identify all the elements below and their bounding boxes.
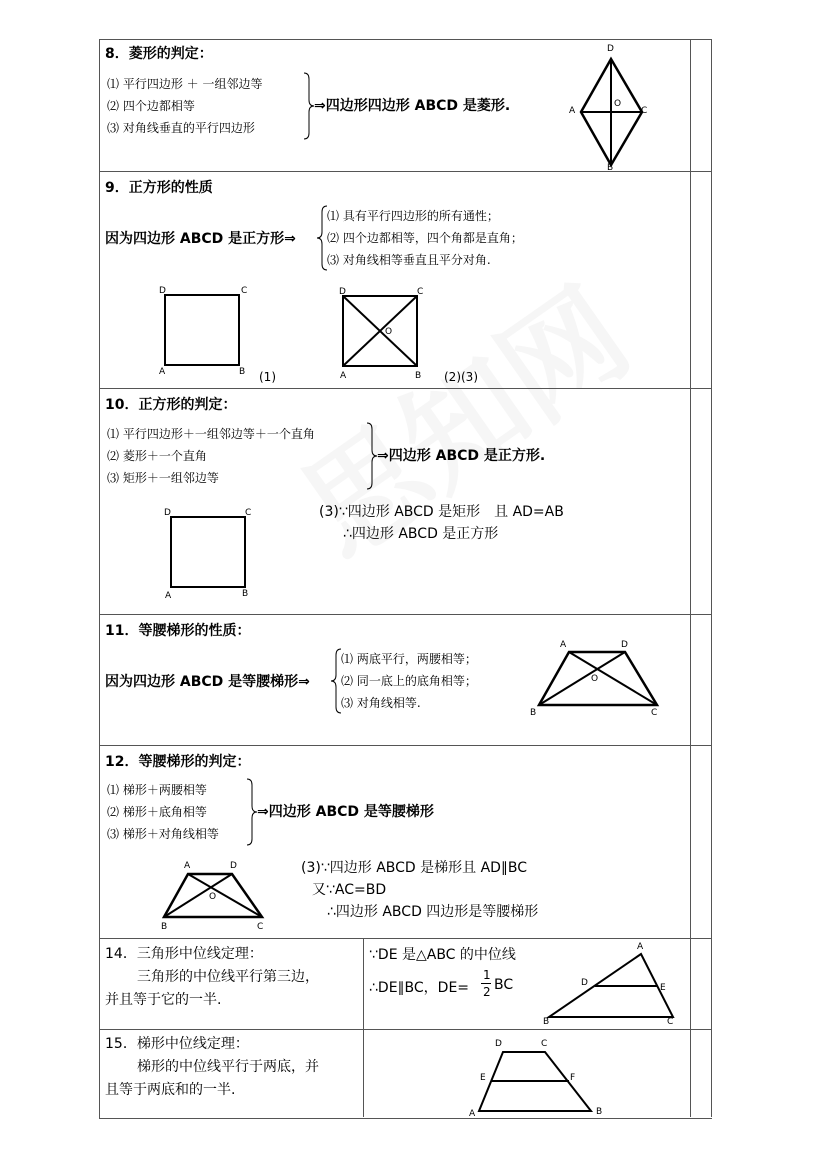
s8-label-o: O <box>614 99 622 109</box>
s9-item-3: ⑶ 对角线相等垂直且平分对角. <box>327 253 491 267</box>
s9-item-2: ⑵ 四个边都相等，四个角都是直角； <box>327 231 523 245</box>
s14-proof-1: ∵DE 是△ABC 的中位线 <box>369 947 516 963</box>
divider <box>99 1029 712 1030</box>
triangle-midline-figure <box>547 951 677 1021</box>
s10-brace <box>367 423 377 489</box>
s9-f2-label-d: D <box>339 287 346 297</box>
s11-title: 11．等腰梯形的性质： <box>105 623 251 639</box>
s8-label-c: C <box>641 106 648 116</box>
s10-label-b: B <box>242 589 249 599</box>
s8-label-d: D <box>607 44 614 54</box>
s9-f1-label-a: A <box>159 367 166 377</box>
s14-label-a: A <box>637 942 644 952</box>
s10-proof-1: (3)∵四边形 ABCD 是矩形 且 AD=AB <box>319 504 564 520</box>
s11-label-b: B <box>530 708 537 718</box>
s9-brace <box>317 206 327 270</box>
s9-f2-label-a: A <box>340 371 347 381</box>
s9-title: 9．正方形的性质 <box>105 180 213 196</box>
s8-item-1: ⑴ 平行四边形 ＋ 一组邻边等 <box>107 77 263 91</box>
s11-item-2: ⑵ 同一底上的底角相等； <box>341 674 477 688</box>
fraction-bar <box>481 983 491 984</box>
s15-body-1: 梯形的中位线平行于两底，并 <box>137 1059 319 1075</box>
trapezoid-midline-figure <box>477 1049 607 1113</box>
divider <box>99 614 712 615</box>
s11-item-1: ⑴ 两底平行，两腰相等； <box>341 652 477 666</box>
s8-brace <box>304 73 314 139</box>
s12-label-o: O <box>209 892 217 902</box>
s9-f2-label-c: C <box>417 287 424 297</box>
s10-item-3: ⑶ 矩形＋一组邻边等 <box>107 471 219 485</box>
s12-conclusion: ⇒四边形 ABCD 是等腰梯形 <box>257 804 434 820</box>
s8-item-3: ⑶ 对角线垂直的平行四边形 <box>107 121 255 135</box>
s11-label-a: A <box>560 640 567 650</box>
s12-brace <box>247 779 257 845</box>
s12-proof-1: (3)∵四边形 ABCD 是梯形且 AD∥BC <box>301 860 528 876</box>
s10-label-d: D <box>164 508 171 518</box>
s9-item-1: ⑴ 具有平行四边形的所有通性； <box>327 209 499 223</box>
s15-title: 15．梯形中位线定理： <box>105 1036 249 1052</box>
s14-proof-2b: BC <box>494 977 514 993</box>
s12-label-d: D <box>230 861 237 871</box>
column-separator <box>363 938 364 1117</box>
s9-premise: 因为四边形 ABCD 是正方形⇒ <box>105 231 296 247</box>
s8-label-b: B <box>607 163 614 173</box>
s9-f1-label-d: D <box>159 286 166 296</box>
divider <box>99 388 712 389</box>
s10-conclusion: ⇒四边形 ABCD 是正方形. <box>377 448 546 464</box>
s15-label-d: D <box>495 1039 502 1049</box>
s14-label-e: E <box>660 983 666 993</box>
s10-label-a: A <box>165 591 172 601</box>
s14-proof-2a: ∴DE∥BC，DE= <box>369 980 470 996</box>
s14-label-b: B <box>543 1017 550 1027</box>
s11-brace <box>331 649 341 713</box>
s11-label-d: D <box>621 640 628 650</box>
divider <box>99 171 712 172</box>
s15-body-2: 且等于两底和的一半. <box>105 1082 236 1098</box>
s12-label-a: A <box>184 861 191 871</box>
s9-f2-caption: (2)(3) <box>444 370 478 384</box>
s11-label-o: O <box>591 674 599 684</box>
divider <box>99 938 712 939</box>
s11-item-3: ⑶ 对角线相等. <box>341 696 421 710</box>
s9-f2-label-b: B <box>415 371 422 381</box>
s8-conclusion: ⇒四边形四边形 ABCD 是菱形. <box>314 98 511 114</box>
square-figure-2 <box>339 294 419 370</box>
s14-frac-num: 1 <box>483 968 491 982</box>
s10-item-2: ⑵ 菱形＋一个直角 <box>107 449 207 463</box>
s12-item-1: ⑴ 梯形＋两腰相等 <box>107 783 207 797</box>
s15-label-a: A <box>469 1109 476 1119</box>
s14-body-2: 并且等于它的一半. <box>105 992 222 1008</box>
s10-proof-2: ∴四边形 ABCD 是正方形 <box>343 526 499 542</box>
s10-label-c: C <box>245 508 252 518</box>
s12-label-b: B <box>161 922 168 932</box>
square-figure-1 <box>159 289 239 369</box>
s9-f1-caption: (1) <box>259 370 276 384</box>
s14-label-c: C <box>667 1017 674 1027</box>
s15-label-e: E <box>480 1073 486 1083</box>
s15-label-b: B <box>596 1107 603 1117</box>
divider <box>99 745 712 746</box>
s11-label-c: C <box>651 708 658 718</box>
s9-f1-label-b: B <box>239 367 246 377</box>
s14-body-1: 三角形的中位线平行第三边， <box>137 969 319 985</box>
square-figure-3 <box>167 515 247 591</box>
s8-item-2: ⑵ 四个边都相等 <box>107 99 195 113</box>
s8-label-a: A <box>569 106 576 116</box>
s15-label-f: F <box>570 1073 576 1083</box>
s14-title: 14．三角形中位线定理： <box>105 946 263 962</box>
right-margin-column <box>690 39 712 1117</box>
s11-premise: 因为四边形 ABCD 是等腰梯形⇒ <box>105 674 310 690</box>
s12-title: 12．等腰梯形的判定： <box>105 754 251 770</box>
s9-f1-label-c: C <box>241 286 248 296</box>
s12-proof-2: 又∵AC=BD <box>312 882 387 898</box>
s10-title: 10．正方形的判定： <box>105 397 237 413</box>
s12-item-3: ⑶ 梯形＋对角线相等 <box>107 827 219 841</box>
s14-frac-den: 2 <box>483 985 491 999</box>
s12-label-c: C <box>257 922 264 932</box>
s8-title: 8．菱形的判定： <box>105 46 213 62</box>
s14-label-d: D <box>581 978 588 988</box>
s10-item-1: ⑴ 平行四边形＋一组邻边等＋一个直角 <box>107 427 315 441</box>
s15-label-c: C <box>541 1039 548 1049</box>
s12-item-2: ⑵ 梯形＋底角相等 <box>107 805 207 819</box>
rhombus-figure <box>579 47 639 167</box>
s9-f2-label-o: O <box>385 327 393 337</box>
s12-proof-3: ∴四边形 ABCD 四边形是等腰梯形 <box>327 904 539 920</box>
isosceles-trapezoid-figure <box>537 649 667 709</box>
